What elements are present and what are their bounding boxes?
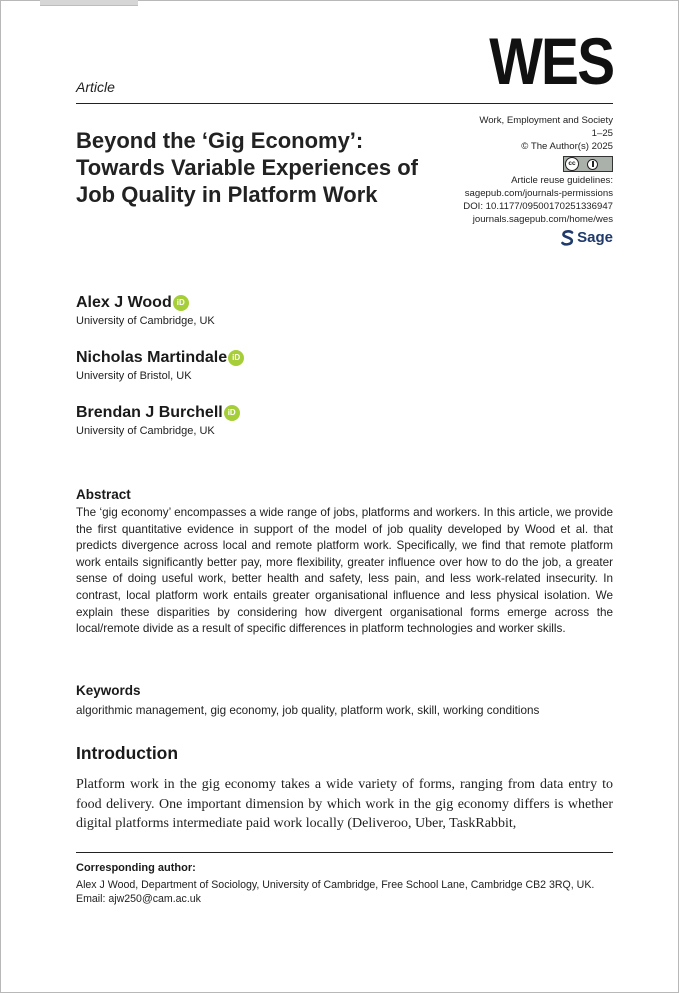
keywords-heading: Keywords [76,683,141,698]
sage-logo [561,230,613,246]
author-entry [76,404,240,438]
article-title: Beyond the ‘Gig Economy’: Towards Variable Experiences of Job Quality in Platform Work [76,128,418,207]
reuse-label: Article reuse guidelines: [511,175,613,187]
corresponding-address: Alex J Wood, Department of Sociology, University of Cambridge, Free School Lane, Cambridge CB2 3RQ, UK. [76,879,595,891]
corresponding-author-details [76,878,616,906]
author-name: Alex J Wood [76,294,172,311]
author-affiliation: University of Cambridge, UK [76,315,215,327]
top-scroll-tab[interactable] [40,0,138,6]
page-range: 1–25 [591,127,613,139]
corresponding-author-heading: Corresponding author: [76,862,196,874]
keywords-text: algorithmic management, gig economy, job quality, platform work, skill, working conditions [76,704,540,717]
doi[interactable]: DOI: 10.1177/09500170251336947 [463,200,613,212]
footnote-divider [76,852,613,853]
orcid-icon[interactable]: iD [173,295,189,311]
author-entry [76,349,244,383]
journal-name: Work, Employment and Society [479,115,613,126]
author-name: Brendan J Burchell [76,404,223,421]
author-affiliation: University of Bristol, UK [76,370,192,382]
author-affiliation: University of Cambridge, UK [76,425,215,437]
abstract-text: The ‘gig economy’ encompasses a wide range of jobs, platforms and workers. In this article, we provide the first quantitative evidence in support of the model of job quality developed by Wood et al. that predicts divergence across local and remote platform work. Specifically, we find that remote platform work entails significantly better pay, more flexibility, greater influence over how to do the job, a greater sense of doing useful work, better health and safety, less pain, and less work-related insecurity. In contrast, local platform work entails greater organisational influence and less physical isolation. We explain these disparities by considering how divergent organisational forms emerge across the local/remote divide as a result of specific differences in platform technologies and worker skills. [76,506,613,636]
journal-logo: WES [488,24,613,98]
orcid-icon[interactable]: iD [224,405,240,421]
journal-home-link[interactable]: journals.sagepub.com/home/wes [472,213,613,225]
sage-s-icon [561,230,574,246]
reuse-link[interactable]: sagepub.com/journals-permissions [464,188,613,200]
journal-meta-block [463,115,613,250]
corresponding-email[interactable]: Email: ajw250@cam.ac.uk [76,893,201,905]
introduction-text: Platform work in the gig economy takes a wide variety of forms, ranging from data entry to food delivery. One important dimension by which work in the gig economy differs is whether digital platforms intermediate paid work locally (Deliveroo, Uber, TaskRabbit, [76,777,613,831]
orcid-icon[interactable]: iD [228,350,244,366]
header-divider [76,103,613,104]
copyright-notice: © The Author(s) 2025 [521,140,613,152]
introduction-heading: Introduction [76,743,179,763]
abstract-heading: Abstract [76,487,131,502]
publisher-name: Sage [577,228,613,246]
author-entry [76,294,215,328]
article-type-label: Article [76,79,115,95]
author-name: Nicholas Martindale [76,349,228,366]
cc-by-icon: cc [563,156,613,172]
